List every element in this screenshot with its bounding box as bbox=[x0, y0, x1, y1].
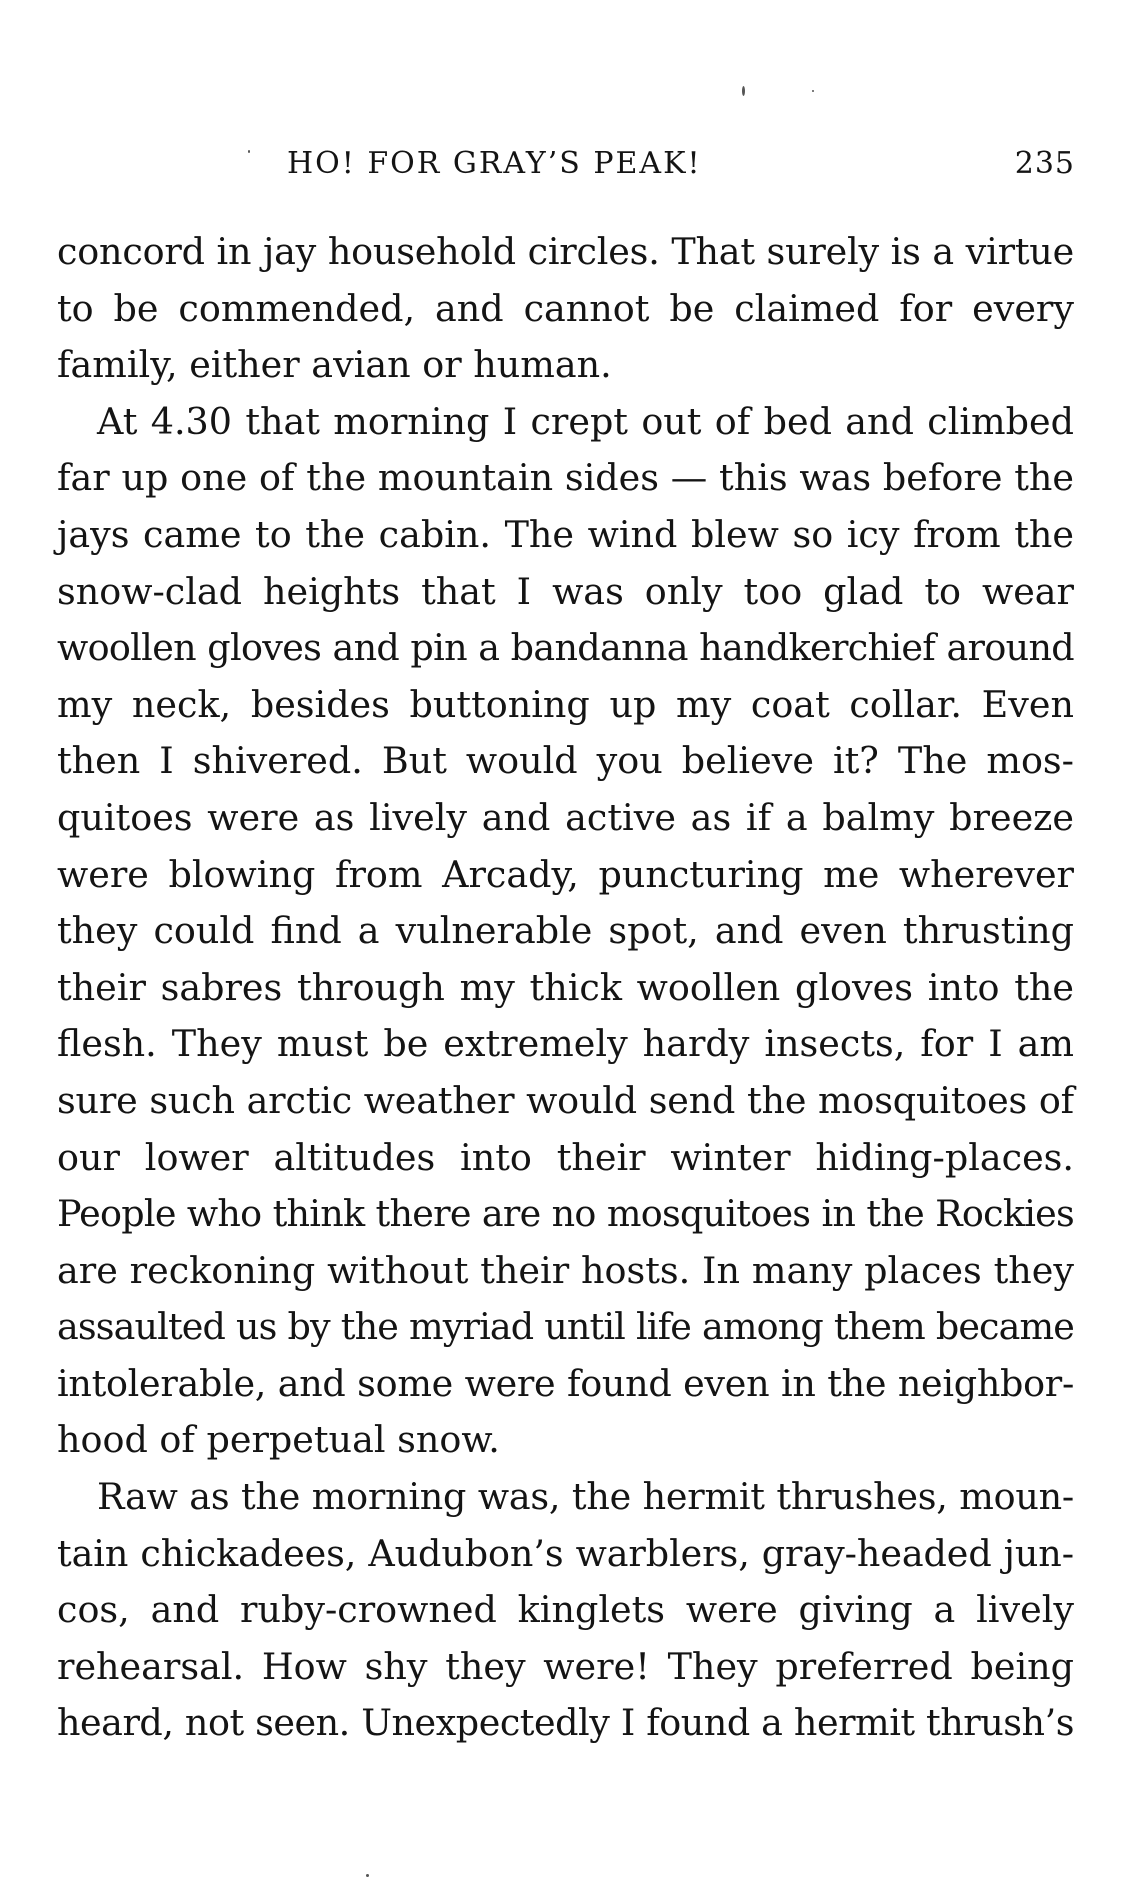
text-line: assaulted us by the myriad until life among them became bbox=[57, 1305, 1074, 1349]
print-speck bbox=[812, 90, 814, 92]
paragraph-3 bbox=[57, 1469, 1074, 1752]
text-line: People who think there are no mosquitoes in the Rockies bbox=[57, 1192, 1074, 1236]
text-line: rehearsal. How shy they were! They preferred being bbox=[57, 1644, 1074, 1688]
text-line: are reckoning without their hosts. In many places they bbox=[57, 1248, 1074, 1292]
body-text bbox=[57, 224, 1074, 1752]
text-line: my neck, besides buttoning up my coat collar. Even bbox=[57, 682, 1074, 726]
running-title: HO! FOR GRAY’S PEAK! bbox=[287, 146, 702, 181]
running-head bbox=[55, 146, 1075, 186]
text-line: tain chickadees, Audubon’s warblers, gray-headed jun- bbox=[57, 1531, 1074, 1575]
text-line: were blowing from Arcady, puncturing me wherever bbox=[57, 852, 1074, 896]
text-line: concord in jay household circles. That surely is a virtue bbox=[57, 230, 1074, 273]
text-line: heard, not seen. Unexpectedly I found a hermit thrush’s bbox=[57, 1701, 1074, 1745]
text-line: At 4.30 that morning I crept out of bed and climbed bbox=[97, 399, 1074, 443]
text-line: snow-clad heights that I was only too glad to wear bbox=[57, 569, 1074, 613]
text-line: our lower altitudes into their winter hiding-places. bbox=[57, 1135, 1074, 1179]
text-line: they could find a vulnerable spot, and even thrusting bbox=[57, 909, 1074, 953]
text-line: their sabres through my thick woollen gloves into the bbox=[57, 965, 1074, 1009]
text-line: family, either avian or human. bbox=[57, 343, 612, 387]
text-line: cos, and ruby-crowned kinglets were giving a lively bbox=[57, 1588, 1074, 1632]
print-speck bbox=[742, 86, 745, 96]
page-number: 235 bbox=[1014, 146, 1075, 181]
text-line: hood of perpetual snow. bbox=[57, 1418, 500, 1462]
paragraph-2 bbox=[57, 394, 1074, 1469]
text-line: sure such arctic weather would send the mosquitoes of bbox=[57, 1078, 1074, 1122]
paragraph-1 bbox=[57, 224, 1074, 394]
text-line: woollen gloves and pin a bandanna handkerchief around bbox=[57, 626, 1074, 670]
text-line: quitoes were as lively and active as if a balmy breeze bbox=[57, 795, 1074, 839]
text-line: jays came to the cabin. The wind blew so icy from the bbox=[57, 512, 1074, 556]
text-line: flesh. They must be extremely hardy insects, for I am bbox=[57, 1022, 1074, 1066]
text-line: intolerable, and some were found even in the neighbor- bbox=[57, 1361, 1074, 1405]
text-line: then I shivered. But would you believe it? The mos- bbox=[57, 739, 1074, 783]
text-line: Raw as the morning was, the hermit thrushes, moun- bbox=[97, 1475, 1074, 1519]
text-line: far up one of the mountain sides — this was before the bbox=[57, 456, 1074, 500]
text-line: to be commended, and cannot be claimed for every bbox=[57, 286, 1074, 330]
print-speck bbox=[366, 1874, 369, 1877]
